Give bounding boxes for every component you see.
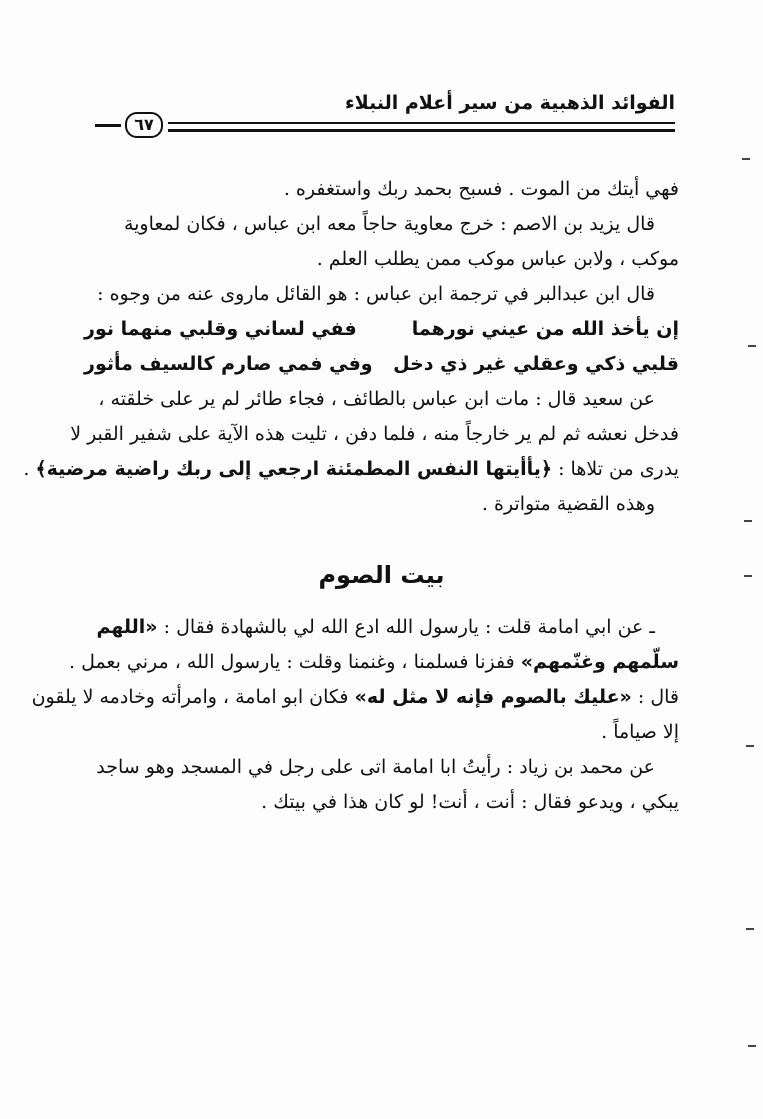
header-rule (168, 122, 675, 124)
section-title: بيت الصوم (318, 561, 445, 589)
hadith-quote: «عليك بالصوم فإنه لا مثل له» (354, 686, 632, 708)
hadith-quote: سلّمهم وغنّمهم» (520, 651, 679, 673)
poem-verse (84, 312, 679, 347)
header-dash (95, 124, 121, 127)
text-span: قال : (637, 686, 679, 708)
quran-line (23, 452, 679, 487)
text-span: ففزنا فسلمنا ، وغنمنا وقلت : يارسول الله ، مرني بعمل . (68, 651, 515, 673)
scan-margin-mark (744, 520, 752, 522)
scan-margin-mark (748, 1045, 756, 1047)
running-header-title: الفوائد الذهبية من سير أعلام النبلاء (344, 92, 675, 114)
text-line (31, 680, 679, 715)
scan-margin-mark (744, 575, 752, 577)
text-line: قال ابن عبدالبر في ترجمة ابن عباس : هو القائل ماروى عنه من وجوه : (97, 283, 655, 305)
text-line: يبكي ، ويدعو فقال : أنت ، أنت! لو كان هذا في بيتك . (261, 791, 679, 813)
verse-hemistich-right: إن يأخذ الله من عيني نورهما (411, 318, 679, 340)
verse-hemistich-left: وفي فمي صارم كالسيف مأثور (84, 353, 373, 375)
hadith-quote: «اللهم (96, 616, 158, 638)
text-line: إلا صياماً . (601, 721, 679, 743)
text-span: فكان ابو امامة ، وامرأته وخادمه لا يلقون (31, 686, 349, 708)
scan-margin-mark (742, 158, 750, 160)
verse-hemistich-left: ففي لساني وقلبي منهما نور (84, 318, 357, 340)
text-line: وهذه القضية متواترة . (481, 493, 655, 515)
quran-prefix: يدرى من تلاها : (558, 458, 679, 480)
text-line: عن سعيد قال : مات ابن عباس بالطائف ، فجاء طائر لم ير على خلقته ، (98, 388, 655, 410)
text-line: موكب ، ولابن عباس موكب ممن يطلب العلم . (316, 248, 679, 270)
text-line (68, 645, 679, 680)
quran-suffix: . (23, 458, 30, 480)
scan-margin-mark (746, 745, 754, 747)
page-number: ٦٧ (125, 112, 163, 138)
header-rule-thick (168, 129, 675, 132)
verse-hemistich-right: قلبي ذكي وعقلي غير ذي دخل (393, 353, 679, 375)
quran-verse: ﴿يأأيتها النفس المطمئنة ارجعي إلى ربك راضية مرضية﴾ (35, 458, 553, 480)
page-body (23, 172, 679, 820)
text-line: عن محمد بن زياد : رأيتُ ابا امامة اتى على رجل في المسجد وهو ساجد (96, 756, 655, 778)
text-span: ـ عن ابي امامة قلت : يارسول الله ادع الله لي بالشهادة فقال : (163, 616, 655, 638)
scan-margin-mark (746, 928, 754, 930)
scan-margin-mark (748, 345, 756, 347)
text-line (84, 610, 679, 645)
text-line: قال يزيد بن الاصم : خرج معاوية حاجاً معه ابن عباس ، فكان لمعاوية (123, 213, 655, 235)
text-line: فدخل نعشه ثم لم ير خارجاً منه ، فلما دفن ، تليت هذه الآية على شفير القبر لا (70, 423, 679, 445)
text-line: فهي أيتك من الموت . فسبح بحمد ربك واستغفره . (283, 178, 679, 200)
poem-verse (84, 347, 679, 382)
